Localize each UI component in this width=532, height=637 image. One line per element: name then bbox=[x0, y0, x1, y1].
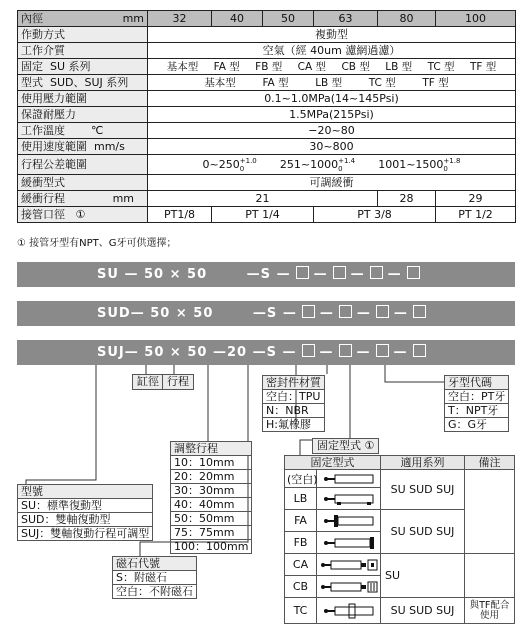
dash: — bbox=[356, 306, 371, 321]
dash: — bbox=[319, 345, 334, 360]
mount-su-label: SU 系列 bbox=[50, 59, 91, 73]
mount-note: 與TF配合使用 bbox=[465, 598, 515, 624]
speed-unit: mm/s bbox=[94, 139, 125, 153]
mount-code: CB bbox=[285, 576, 317, 598]
mount-sud-item-1: FA 型 bbox=[262, 76, 289, 89]
mount-su-item-5: LB 型 bbox=[385, 60, 413, 73]
cylinder-lb-icon bbox=[317, 488, 381, 510]
tolerance-range-3: 1001~1500 bbox=[378, 157, 444, 171]
code-suj-size: 50 × 50 bbox=[144, 345, 208, 360]
tolerance-label: 行程公差範圍 bbox=[18, 155, 148, 175]
action-value: 複動型 bbox=[148, 27, 516, 43]
dash: — bbox=[313, 267, 328, 282]
magnet-item-2: 空白：不附磁石 bbox=[113, 585, 197, 599]
dash: — bbox=[282, 306, 297, 321]
seal-title: 密封件材質 bbox=[263, 376, 325, 390]
pressure-label: 使用壓力範圍 bbox=[18, 91, 148, 107]
mount-su-item-1: FA 型 bbox=[213, 60, 240, 73]
bore-63: 63 bbox=[314, 11, 378, 27]
bore-32: 32 bbox=[148, 11, 212, 27]
dash: — bbox=[387, 267, 402, 282]
dash: — bbox=[276, 267, 291, 282]
code-su-s: S bbox=[260, 267, 272, 282]
bore-50: 50 bbox=[263, 11, 314, 27]
adjust-legend bbox=[170, 441, 252, 554]
tolerance-sup-3: +1.8 bbox=[443, 156, 461, 165]
tolerance-sub-3: 0 bbox=[443, 164, 448, 173]
proof-value: 1.5MPa(215Psi) bbox=[148, 107, 516, 123]
adjust-title: 調整行程 bbox=[171, 442, 252, 456]
dash: — bbox=[282, 345, 297, 360]
footnote: ① 接管牙型有NPT、G牙可供選擇； bbox=[17, 238, 177, 249]
mount-su-item-4: CB 型 bbox=[341, 60, 370, 73]
port-1: PT1/8 bbox=[148, 207, 212, 223]
cylinder-fb-icon bbox=[317, 532, 381, 554]
mount-label-a: 固定 bbox=[21, 59, 43, 73]
code-suj-adjust: 20 bbox=[226, 345, 248, 360]
magnet-item-1: S：附磁石 bbox=[113, 571, 197, 585]
magnet-title: 磁石代號 bbox=[113, 557, 197, 571]
medium-value: 空氣（經 40um 濾網過濾） bbox=[148, 43, 516, 59]
port-3: PT 3/8 bbox=[314, 207, 436, 223]
mount-su-item-0: 基本型 bbox=[166, 60, 199, 73]
tolerance-sup-1: +1.0 bbox=[239, 156, 257, 165]
model-legend bbox=[17, 484, 153, 541]
mount-label-b: 型式 bbox=[21, 75, 43, 89]
tolerance-sup-2: +1.4 bbox=[338, 156, 356, 165]
mount-sud-item-3: TC 型 bbox=[368, 76, 396, 89]
dash: — bbox=[124, 345, 139, 360]
dash: — bbox=[130, 306, 145, 321]
medium-label: 工作介質 bbox=[18, 43, 148, 59]
mount-table bbox=[284, 455, 515, 624]
speed-label: 使用速度範圍 bbox=[21, 139, 87, 153]
mount-series: SU SUD SUJ bbox=[381, 470, 465, 510]
mount-header-note: 備注 bbox=[465, 456, 515, 470]
mount-sud-item-2: LB 型 bbox=[315, 76, 343, 89]
adjust-item-1: 10：10mm bbox=[171, 456, 252, 470]
cushion-stroke-1: 21 bbox=[148, 191, 378, 207]
mount-header-type: 固定型式 bbox=[285, 456, 381, 470]
mount-code: TC bbox=[285, 598, 317, 624]
cushion-stroke-3: 29 bbox=[436, 191, 516, 207]
mount-title: 固定型式 bbox=[317, 439, 361, 452]
code-sud-s: S bbox=[266, 306, 278, 321]
dash: — bbox=[212, 345, 227, 360]
tolerance-range-2: 251~1000 bbox=[279, 157, 339, 171]
bore-tag: 缸徑 bbox=[132, 374, 164, 390]
dash: — bbox=[252, 306, 267, 321]
mount-code: LB bbox=[285, 488, 317, 510]
mount-series: SU bbox=[381, 554, 465, 598]
thread-item-3: G：G牙 bbox=[445, 418, 509, 432]
dash: — bbox=[319, 306, 334, 321]
mount-header-series: 適用系列 bbox=[381, 456, 465, 470]
mount-code: FA bbox=[285, 510, 317, 532]
cylinder-basic-icon bbox=[317, 470, 381, 488]
adjust-item-7: 100：100mm bbox=[171, 540, 252, 554]
bore-40: 40 bbox=[212, 11, 263, 27]
mount-series: SU SUD SUJ bbox=[381, 598, 465, 624]
cylinder-tc-icon bbox=[317, 598, 381, 624]
action-label: 作動方式 bbox=[18, 27, 148, 43]
thread-item-2: T：NPT牙 bbox=[445, 404, 509, 418]
mount-su-item-3: CA 型 bbox=[297, 60, 327, 73]
bore-100: 100 bbox=[436, 11, 516, 27]
temp-value: −20~80 bbox=[148, 123, 516, 139]
adjust-item-6: 75：75mm bbox=[171, 526, 252, 540]
thread-legend bbox=[444, 375, 509, 432]
mount-code: (空白) bbox=[285, 470, 317, 488]
bore-label: 內徑 bbox=[21, 11, 43, 25]
mount-row bbox=[285, 554, 515, 576]
code-sud-size: 50 × 50 bbox=[150, 306, 214, 321]
dash: — bbox=[356, 345, 371, 360]
code-suj-s: S bbox=[266, 345, 277, 360]
mount-code: CA bbox=[285, 554, 317, 576]
seal-item-3: H:氟橡膠 bbox=[263, 418, 325, 432]
mount-sud-label: SUD、SUJ 系列 bbox=[50, 75, 129, 89]
mount-row bbox=[285, 470, 515, 488]
seal-legend bbox=[262, 375, 325, 432]
tolerance-sub-1: 0 bbox=[239, 164, 245, 173]
mount-su-item-6: TC 型 bbox=[427, 60, 455, 73]
thread-item-1: 空白：PT牙 bbox=[445, 390, 509, 404]
cylinder-ca-icon bbox=[317, 554, 381, 576]
model-item-3: SUJ：雙軸復動行程可調型 bbox=[18, 527, 153, 541]
port-mark: ① bbox=[75, 207, 86, 221]
dash: — bbox=[252, 345, 267, 360]
model-title: 型號 bbox=[18, 485, 153, 499]
dash: — bbox=[393, 306, 408, 321]
dash: — bbox=[124, 267, 139, 282]
model-item-1: SU：標準復動型 bbox=[18, 499, 153, 513]
bore-80: 80 bbox=[378, 11, 436, 27]
speed-value: 30~800 bbox=[148, 139, 516, 155]
mount-code: FB bbox=[285, 532, 317, 554]
cylinder-fa-icon bbox=[317, 510, 381, 532]
cylinder-cb-icon bbox=[317, 576, 381, 598]
port-label: 接管口徑 bbox=[21, 207, 65, 221]
proof-label: 保證耐壓力 bbox=[18, 107, 148, 123]
code-su-model: SU bbox=[97, 267, 119, 282]
temp-unit: ℃ bbox=[91, 123, 104, 137]
cushion-stroke-unit: mm bbox=[112, 191, 134, 205]
code-su-size: 50 × 50 bbox=[143, 267, 208, 282]
stroke-tag: 行程 bbox=[162, 374, 194, 390]
adjust-item-2: 20：20mm bbox=[171, 470, 252, 484]
dash: — bbox=[350, 267, 365, 282]
tolerance-range-1: 0~250 bbox=[202, 157, 240, 171]
code-sud-model: SUD bbox=[97, 306, 131, 321]
cushion-stroke-2: 28 bbox=[378, 191, 436, 207]
mount-sud-item-0: 基本型 bbox=[204, 76, 236, 89]
seal-item-2: N：NBR bbox=[263, 404, 325, 418]
port-4: PT 1/2 bbox=[436, 207, 516, 223]
cushion-stroke-label: 緩衝行程 bbox=[21, 191, 65, 205]
mount-sud-item-4: TF 型 bbox=[422, 76, 449, 89]
mount-su-item-2: FB 型 bbox=[255, 60, 283, 73]
magnet-legend bbox=[112, 556, 197, 599]
seal-item-1: 空白：TPU bbox=[263, 390, 325, 404]
code-suj-model: SUJ bbox=[97, 345, 125, 360]
port-2: PT 1/4 bbox=[212, 207, 314, 223]
adjust-item-5: 50：50mm bbox=[171, 512, 252, 526]
mount-mark: ① bbox=[364, 439, 375, 452]
tolerance-sub-2: 0 bbox=[338, 164, 343, 173]
cushion-type-label: 緩衝型式 bbox=[18, 175, 148, 191]
pressure-value: 0.1~1.0MPa(14~145Psi) bbox=[148, 91, 516, 107]
mount-series: SU SUD SUJ bbox=[381, 510, 465, 554]
adjust-item-4: 40：40mm bbox=[171, 498, 252, 512]
thread-title: 牙型代碼 bbox=[445, 376, 509, 390]
model-item-2: SUD：雙軸復動型 bbox=[18, 513, 153, 527]
adjust-item-3: 30：30mm bbox=[171, 484, 252, 498]
cushion-type-value: 可調緩衝 bbox=[148, 175, 516, 191]
mount-note bbox=[465, 554, 515, 598]
temp-label: 工作溫度 bbox=[21, 123, 65, 137]
mount-row bbox=[285, 598, 515, 624]
mount-note bbox=[465, 470, 515, 554]
dash: — bbox=[393, 345, 408, 360]
mount-su-item-7: TF 型 bbox=[469, 60, 497, 73]
dash: — bbox=[246, 267, 261, 282]
bore-unit: mm bbox=[122, 11, 144, 25]
